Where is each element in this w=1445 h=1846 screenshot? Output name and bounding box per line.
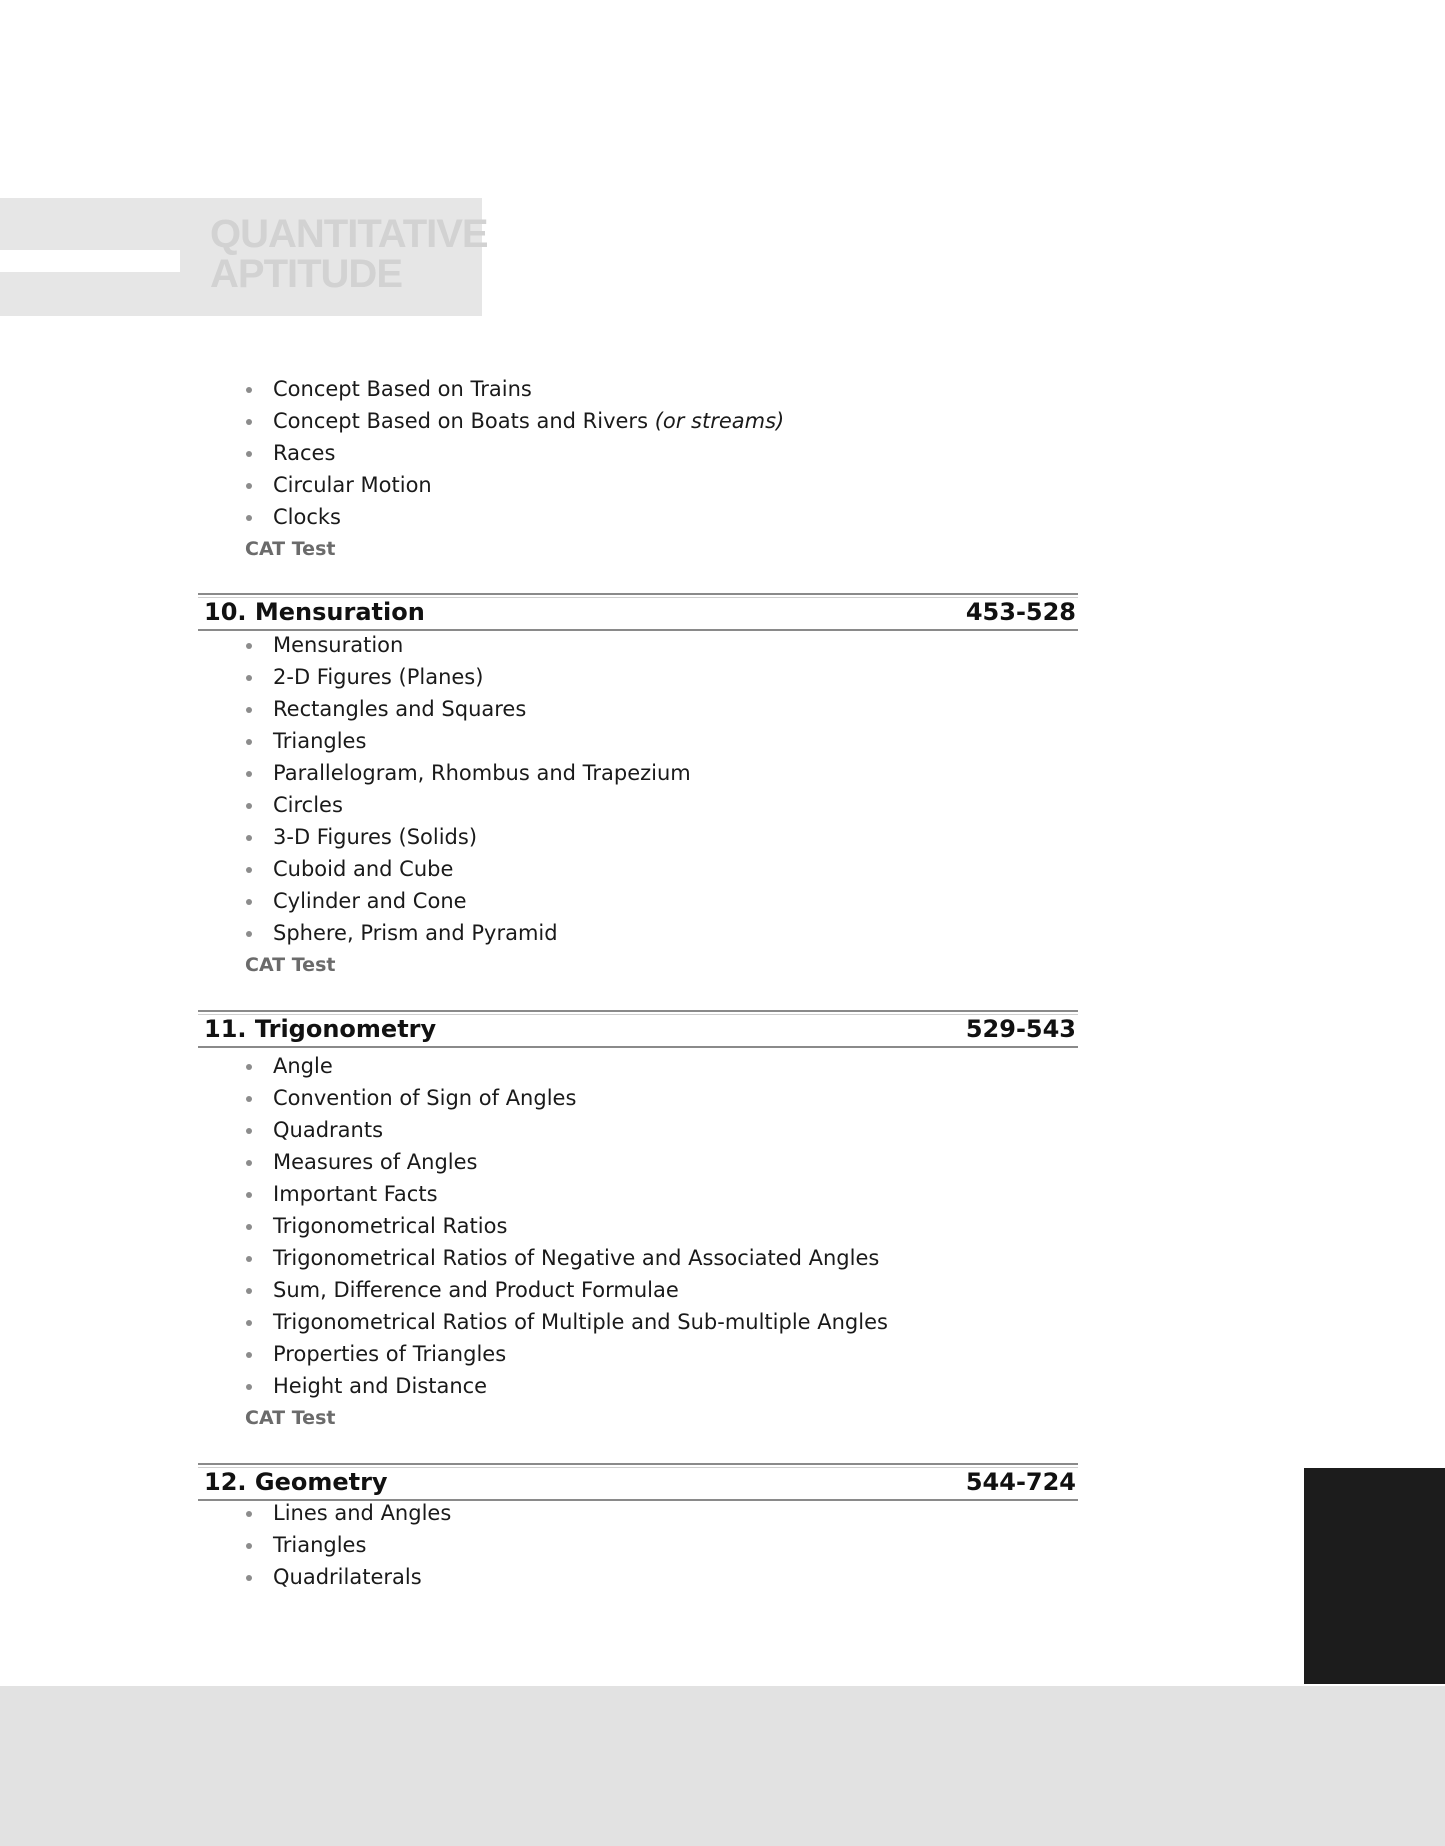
toc-item: Races xyxy=(273,437,335,469)
toc-item: Triangles xyxy=(273,725,366,757)
toc-item-italic: (or streams) xyxy=(654,409,785,433)
toc-item: Concept Based on Trains xyxy=(273,373,532,405)
cat-test-label: CAT Test xyxy=(245,1407,336,1429)
toc-item: Sum, Difference and Product Formulae xyxy=(273,1274,679,1306)
toc-item: Trigonometrical Ratios of Multiple and Sub-multiple Angles xyxy=(273,1306,888,1338)
toc-item: Mensuration xyxy=(273,629,403,661)
toc-item: Rectangles and Squares xyxy=(273,693,526,725)
side-thumb-tab xyxy=(1304,1468,1445,1684)
cat-test-label: CAT Test xyxy=(245,954,336,976)
toc-item: Cylinder and Cone xyxy=(273,885,467,917)
toc-item: Circular Motion xyxy=(273,469,432,501)
toc-item: Concept Based on Boats and Rivers (or streams) xyxy=(273,405,784,437)
footer-band xyxy=(0,1686,1445,1846)
chapter-title: 10. Mensuration xyxy=(204,598,425,626)
chapter-pages: 544-724 xyxy=(965,1468,1076,1496)
toc-item: 3-D Figures (Solids) xyxy=(273,821,477,853)
chapter-heading xyxy=(198,593,1078,631)
toc-item: Properties of Triangles xyxy=(273,1338,506,1370)
toc-item: Trigonometrical Ratios xyxy=(273,1210,507,1242)
chapter-heading xyxy=(198,1010,1078,1048)
chapter-pages: 529-543 xyxy=(965,1015,1076,1043)
toc-item: Convention of Sign of Angles xyxy=(273,1082,576,1114)
section-title-line2: APTITUDE xyxy=(210,252,402,296)
toc-item: Circles xyxy=(273,789,343,821)
chapter-heading xyxy=(198,1463,1078,1501)
cat-test-label: CAT Test xyxy=(245,538,336,560)
chapter-title: 12. Geometry xyxy=(204,1468,388,1496)
section-title xyxy=(210,214,488,294)
toc-item: Measures of Angles xyxy=(273,1146,477,1178)
toc-item: Cuboid and Cube xyxy=(273,853,453,885)
toc-item: Lines and Angles xyxy=(273,1497,451,1529)
toc-item: Height and Distance xyxy=(273,1370,487,1402)
section-title-line1: QUANTITATIVE xyxy=(210,212,488,256)
toc-item: 2-D Figures (Planes) xyxy=(273,661,483,693)
toc-item: Important Facts xyxy=(273,1178,438,1210)
toc-item: Angle xyxy=(273,1050,333,1082)
toc-item: Parallelogram, Rhombus and Trapezium xyxy=(273,757,691,789)
toc-item: Quadrilaterals xyxy=(273,1561,422,1593)
chapter-pages: 453-528 xyxy=(965,598,1076,626)
chapter-title: 11. Trigonometry xyxy=(204,1015,437,1043)
toc-item: Sphere, Prism and Pyramid xyxy=(273,917,558,949)
toc-item: Quadrants xyxy=(273,1114,383,1146)
section-header-bar xyxy=(0,250,180,272)
toc-item: Clocks xyxy=(273,501,341,533)
toc-item: Trigonometrical Ratios of Negative and Associated Angles xyxy=(273,1242,879,1274)
toc-item: Triangles xyxy=(273,1529,366,1561)
